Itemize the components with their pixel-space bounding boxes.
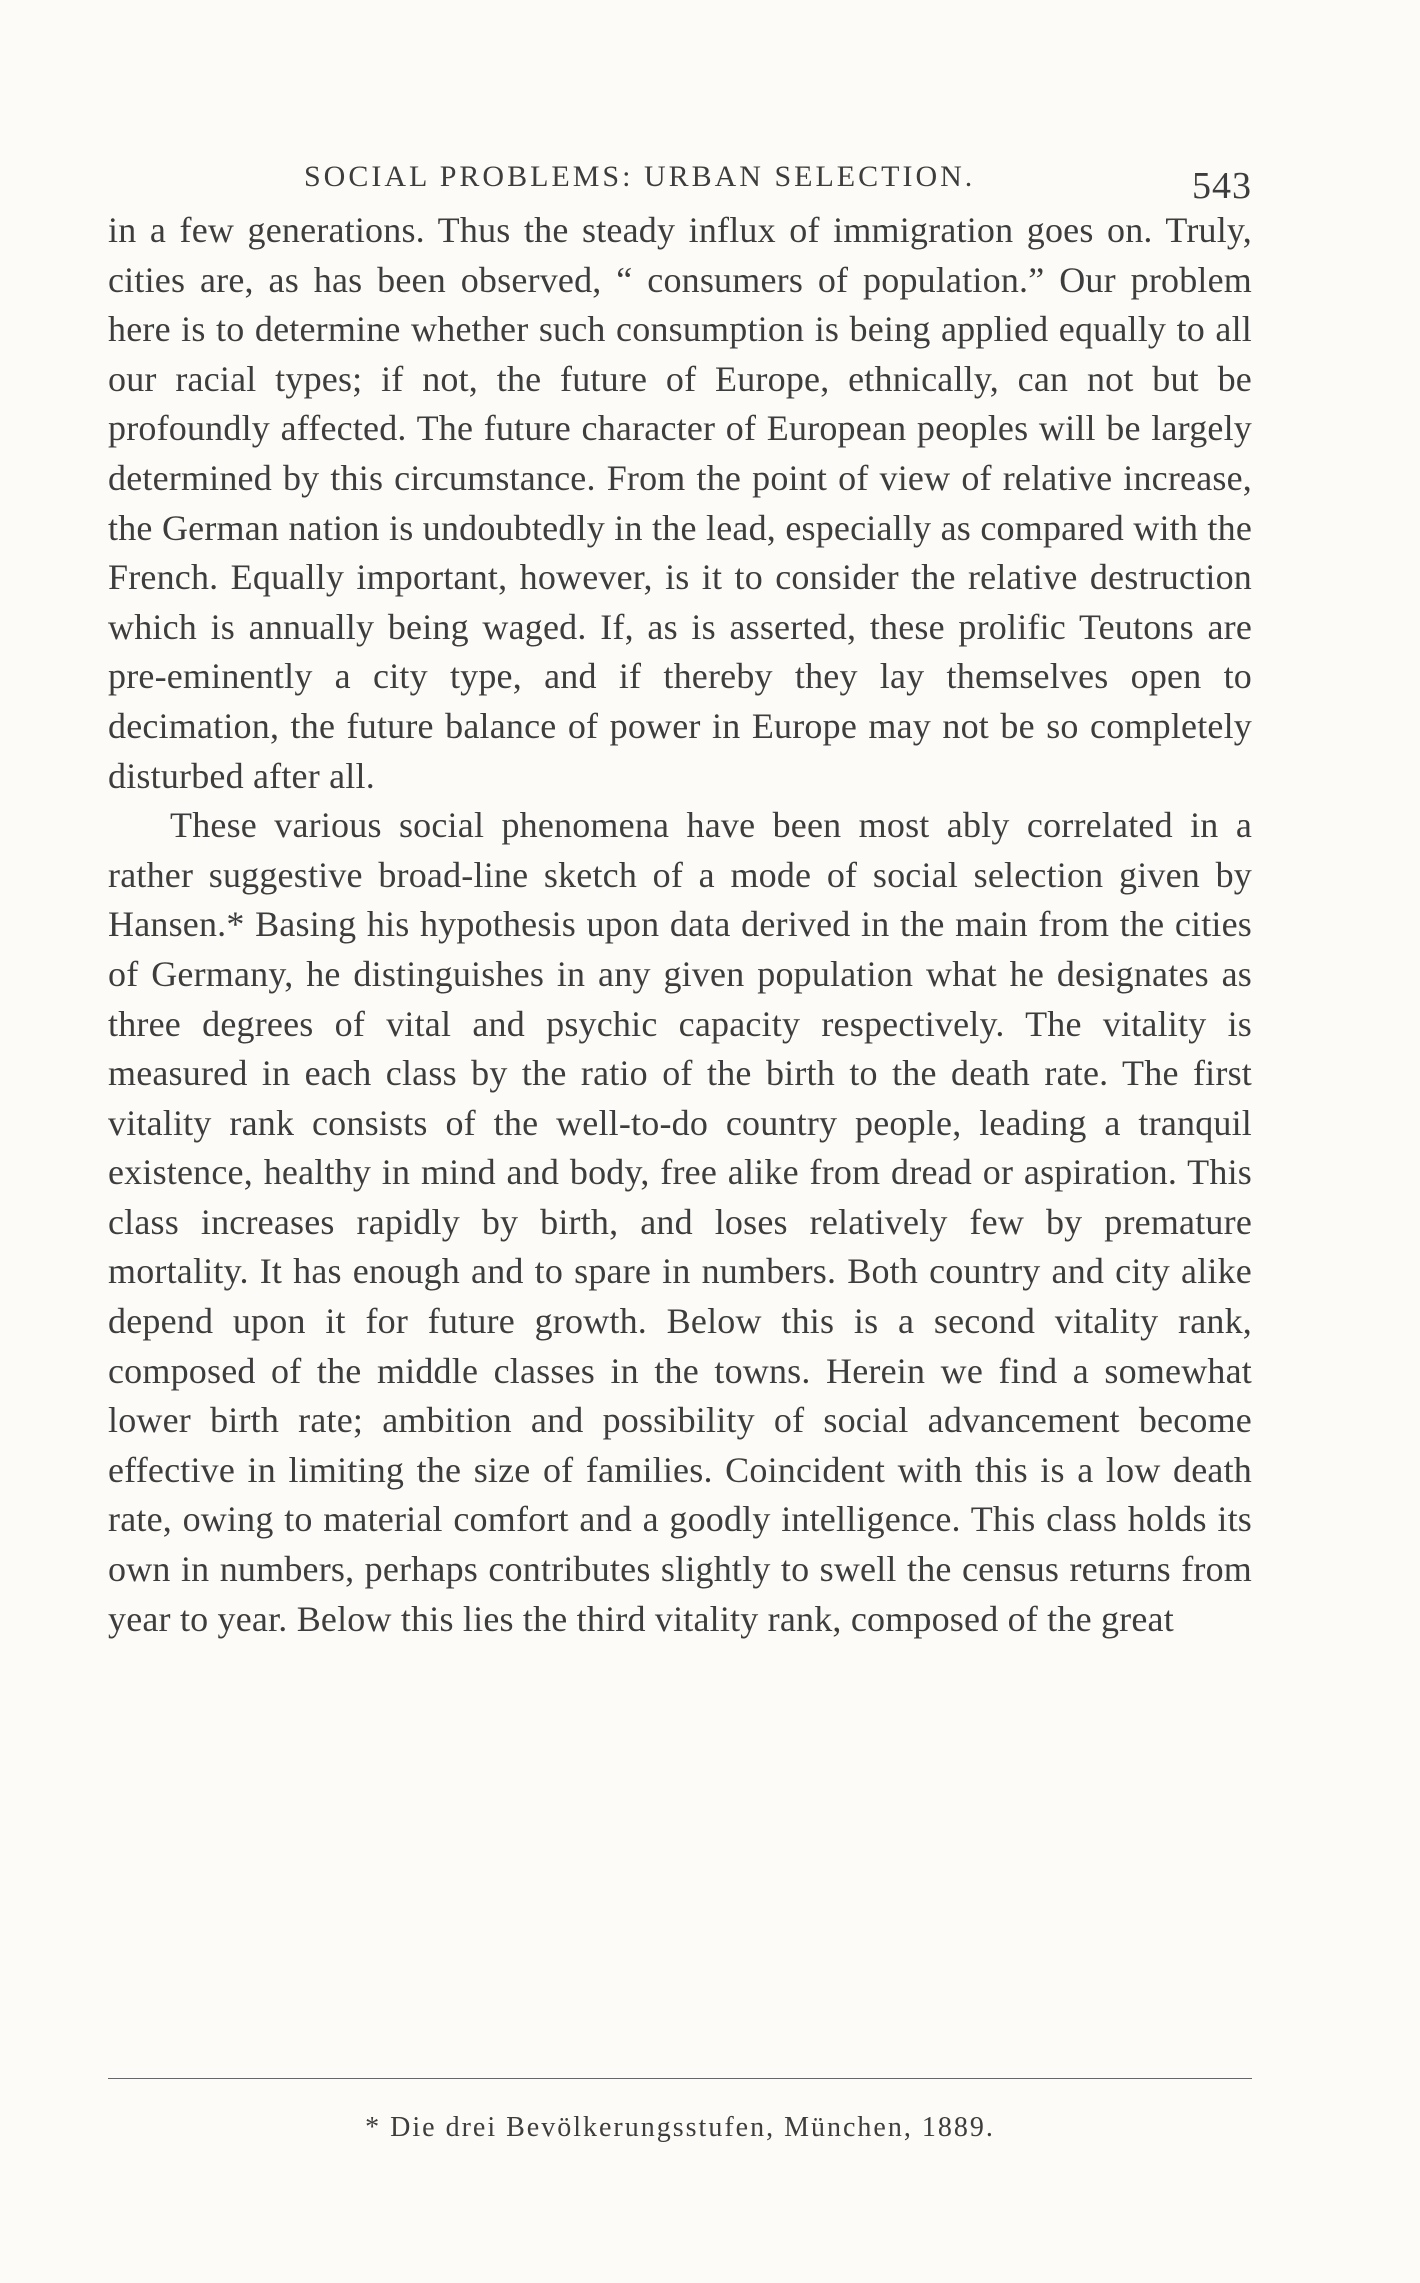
book-page: [108, 150, 1252, 2143]
body-text: [108, 206, 1252, 1644]
paragraph-continued: in a few generations. Thus the steady influx of immigration goes on. Truly, cities are, as has been observed, “ consumers of population.” Our problem here is to determine whether such consumption is being applied equally to all our racial types; if not, the future of Europe, ethnically, can not but be profoundly affected. The future character of European peoples will be largely determined by this circumstance. From the point of view of relative increase, the German nation is undoubtedly in the lead, especially as compared with the French. Equally important, however, is it to consider the relative destruction which is annually being waged. If, as is asserted, these prolific Teutons are pre-eminently a city type, and if thereby they lay themselves open to decimation, the future balance of power in Europe may not be so completely disturbed after all.: [108, 210, 1252, 796]
running-head: [108, 150, 1252, 206]
footnote: * Die drei Bevölkerungsstufen, München, 1889.: [365, 2112, 995, 2143]
page-number: 543: [1192, 165, 1252, 207]
paragraph-hansen: These various social phenomena have been most ably correlated in a rather suggestive broad-line sketch of a mode of social selection given by Hansen.* Basing his hypothesis upon data derived in the main from the cities of Germany, he distinguishes in any given population what he designates as three degrees of vital and psychic capacity respectively. The vitality is measured in each class by the ratio of the birth to the death rate. The first vitality rank consists of the well-to-do country people, leading a tranquil existence, healthy in mind and body, free alike from dread or aspiration. This class increases rapidly by birth, and loses relatively few by premature mortality. It has enough and to spare in numbers. Both country and city alike depend upon it for future growth. Below this is a second vitality rank, composed of the middle classes in the towns. Herein we find a somewhat lower birth rate; ambition and possibility of social advancement become effective in limiting the size of families. Coincident with this is a low death rate, owing to material comfort and a goodly intelligence. This class holds its own in numbers, perhaps contributes slightly to swell the census returns from year to year. Below this lies the third vitality rank, composed of the great: [108, 805, 1252, 1639]
footnote-divider: [108, 2078, 1252, 2079]
running-title: SOCIAL PROBLEMS: URBAN SELECTION.: [304, 160, 976, 193]
